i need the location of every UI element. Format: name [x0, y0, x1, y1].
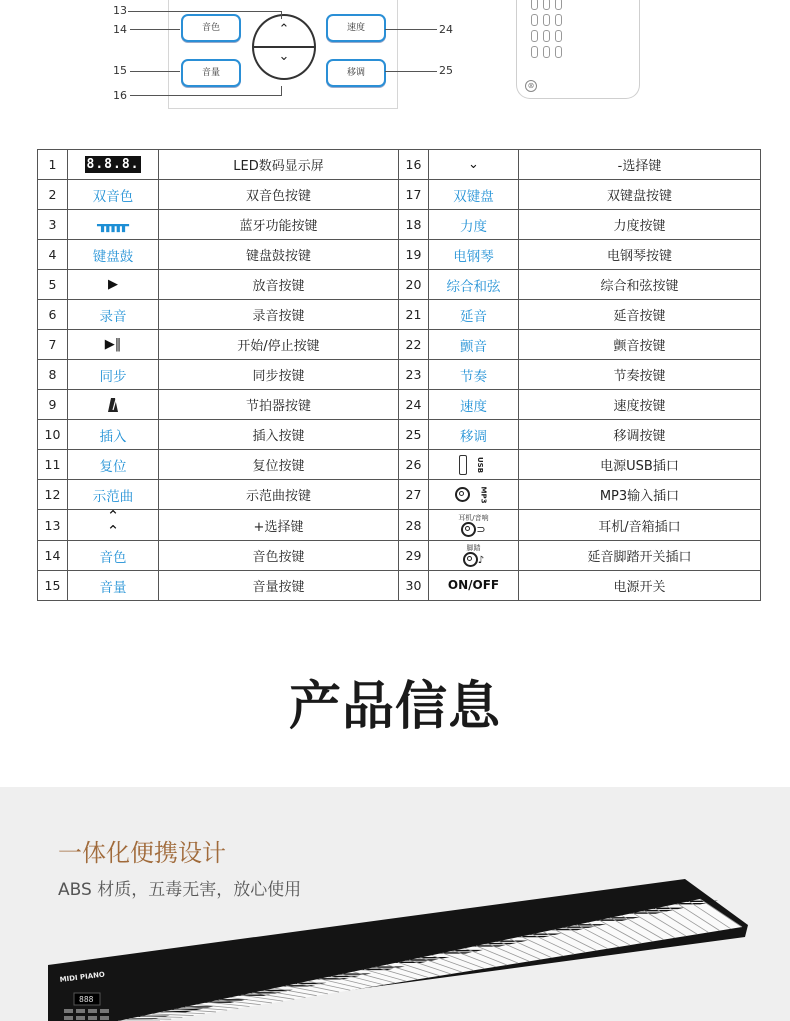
mp3-label: MP3 — [479, 486, 488, 503]
item-description: 延音按键 — [519, 300, 761, 330]
table-row — [38, 180, 761, 210]
item-description: 插入按键 — [159, 420, 399, 450]
table-row — [38, 480, 761, 510]
table-row — [38, 510, 761, 541]
callout-line-15 — [130, 71, 180, 72]
item-number: 17 — [399, 180, 429, 210]
item-key-label: 插入 — [68, 420, 159, 450]
table-row — [38, 420, 761, 450]
down-chevron-icon: ⌄ — [278, 49, 290, 64]
callout-line-25 — [385, 71, 437, 72]
item-key-label: 节奏 — [429, 360, 519, 390]
callout-line-14 — [130, 29, 180, 30]
item-description: +选择键 — [159, 510, 399, 541]
item-description: 开始/停止按键 — [159, 330, 399, 360]
callout-25: 25 — [439, 64, 453, 77]
promo-banner — [0, 787, 790, 1021]
play-pause-icon: ▶‖ — [68, 330, 159, 360]
item-number: 27 — [399, 480, 429, 510]
item-description: 示范曲按键 — [159, 480, 399, 510]
item-number: 12 — [38, 480, 68, 510]
item-number: 5 — [38, 270, 68, 300]
item-key-label: 音色 — [68, 541, 159, 571]
control-panel-diagram — [0, 0, 790, 140]
item-key-label: 双音色 — [68, 180, 159, 210]
power-switch-label: ON/OFF — [429, 571, 519, 601]
tempo-button: 速度 — [326, 14, 386, 42]
down-chevron-icon: ⌄ — [429, 150, 519, 180]
display-digits: 888 — [79, 995, 94, 1004]
item-number: 21 — [399, 300, 429, 330]
white-key-divider — [129, 1019, 171, 1020]
usb-label: USB — [475, 456, 484, 473]
table-row — [38, 240, 761, 270]
item-description: 录音按键 — [159, 300, 399, 330]
item-description: 速度按键 — [519, 390, 761, 420]
keyboard-image — [0, 787, 790, 1021]
table-row — [38, 330, 761, 360]
tone-button: 音色 — [181, 14, 241, 42]
callout-line-16 — [130, 95, 282, 96]
item-description: LED数码显示屏 — [159, 150, 399, 180]
item-number: 8 — [38, 360, 68, 390]
item-description: -选择键 — [519, 150, 761, 180]
item-key-label: 音量 — [68, 571, 159, 601]
item-description: 键盘鼓按键 — [159, 240, 399, 270]
item-key-label: 电钢琴 — [429, 240, 519, 270]
item-key-label: 速度 — [429, 390, 519, 420]
item-number: 11 — [38, 450, 68, 480]
usb-port-icon — [429, 450, 519, 480]
brand-logo: MIDI PIANO — [59, 970, 106, 984]
callout-15: 15 — [113, 64, 127, 77]
table-row — [38, 390, 761, 420]
callout-line-24 — [385, 29, 437, 30]
table-row — [38, 541, 761, 571]
item-number: 4 — [38, 240, 68, 270]
item-number: 3 — [38, 210, 68, 240]
up-chevron-icon: ⌃ — [278, 22, 290, 37]
item-description: 综合和弦按键 — [519, 270, 761, 300]
item-key-label: 移调 — [429, 420, 519, 450]
item-description: 同步按键 — [159, 360, 399, 390]
item-description: 节奏按键 — [519, 360, 761, 390]
headphone-jack-icon: 耳机/音响 ⊃ — [429, 510, 519, 541]
select-dial — [252, 14, 316, 80]
section-heading: 产品信息 — [288, 677, 501, 737]
item-number: 14 — [38, 541, 68, 571]
headphone-label: 耳机/音响 — [458, 513, 489, 522]
item-key-label: 延音 — [429, 300, 519, 330]
item-key-label: 颤音 — [429, 330, 519, 360]
item-number: 2 — [38, 180, 68, 210]
item-description: 双音色按键 — [159, 180, 399, 210]
item-number: 30 — [399, 571, 429, 601]
item-description: 双键盘按键 — [519, 180, 761, 210]
item-key-label: 同步 — [68, 360, 159, 390]
play-icon: ▶ — [68, 270, 159, 300]
item-description: 音色按键 — [159, 541, 399, 571]
item-number: 13 — [38, 510, 68, 541]
double-up-chevron-icon: ⌃ ⌃ — [68, 510, 159, 541]
item-number: 10 — [38, 420, 68, 450]
item-description: 放音按键 — [159, 270, 399, 300]
item-description: 节拍器按键 — [159, 390, 399, 420]
item-number: 25 — [399, 420, 429, 450]
mp3-jack-icon — [429, 480, 519, 510]
promo-subtitle: ABS 材质，五毒无害，放心使用 — [58, 880, 302, 900]
item-number: 23 — [399, 360, 429, 390]
item-description: 延音脚踏开关插口 — [519, 541, 761, 571]
callout-16: 16 — [113, 89, 127, 102]
item-description: 电钢琴按键 — [519, 240, 761, 270]
callout-tick-13 — [281, 11, 282, 19]
item-key-label: 录音 — [68, 300, 159, 330]
item-number: 15 — [38, 571, 68, 601]
table-row — [38, 210, 761, 240]
item-key-label: 键盘鼓 — [68, 240, 159, 270]
item-key-label: 双键盘 — [429, 180, 519, 210]
item-key-label: 综合和弦 — [429, 270, 519, 300]
item-description: 耳机/音箱插口 — [519, 510, 761, 541]
callout-13: 13 — [113, 4, 127, 17]
item-key-label: 力度 — [429, 210, 519, 240]
metronome-icon — [68, 390, 159, 420]
item-description: 音量按键 — [159, 571, 399, 601]
item-description: 颤音按键 — [519, 330, 761, 360]
item-number: 28 — [399, 510, 429, 541]
keyboard-body — [48, 879, 748, 1021]
item-number: 24 — [399, 390, 429, 420]
volume-button: 音量 — [181, 59, 241, 87]
item-description: 力度按键 — [519, 210, 761, 240]
function-table — [37, 149, 761, 601]
transpose-button: 移调 — [326, 59, 386, 87]
item-description: 蓝牙功能按键 — [159, 210, 399, 240]
item-number: 19 — [399, 240, 429, 270]
item-description: 电源开关 — [519, 571, 761, 601]
table-row — [38, 300, 761, 330]
bluetooth-icon: ᚅ — [68, 210, 159, 240]
item-number: 7 — [38, 330, 68, 360]
item-number: 9 — [38, 390, 68, 420]
item-number: 20 — [399, 270, 429, 300]
item-number: 6 — [38, 300, 68, 330]
pedal-label: 脚踏 — [466, 544, 481, 552]
table-row — [38, 450, 761, 480]
table-row — [38, 270, 761, 300]
led-display-icon: 8.8.8. — [68, 150, 159, 180]
item-description: 移调按键 — [519, 420, 761, 450]
item-description: 电源USB插口 — [519, 450, 761, 480]
item-key-label: 复位 — [68, 450, 159, 480]
item-number: 29 — [399, 541, 429, 571]
item-number: 26 — [399, 450, 429, 480]
item-number: 1 — [38, 150, 68, 180]
promo-title: 一体化便携设计 — [58, 839, 226, 867]
table-row — [38, 150, 761, 180]
table-row — [38, 571, 761, 601]
callout-tick-16 — [281, 86, 282, 95]
item-number: 18 — [399, 210, 429, 240]
dial-divider — [254, 46, 314, 48]
speaker-grille — [516, 0, 640, 99]
item-number: 22 — [399, 330, 429, 360]
item-description: 复位按键 — [159, 450, 399, 480]
item-number: 16 — [399, 150, 429, 180]
item-key-label: 示范曲 — [68, 480, 159, 510]
item-description: MP3输入插口 — [519, 480, 761, 510]
pedal-jack-icon: 脚踏 ♪ — [429, 541, 519, 571]
screw-icon: ⊗ — [525, 80, 537, 92]
table-row — [38, 360, 761, 390]
callout-line-13 — [128, 11, 282, 12]
callout-14: 14 — [113, 23, 127, 36]
callout-24: 24 — [439, 23, 453, 36]
